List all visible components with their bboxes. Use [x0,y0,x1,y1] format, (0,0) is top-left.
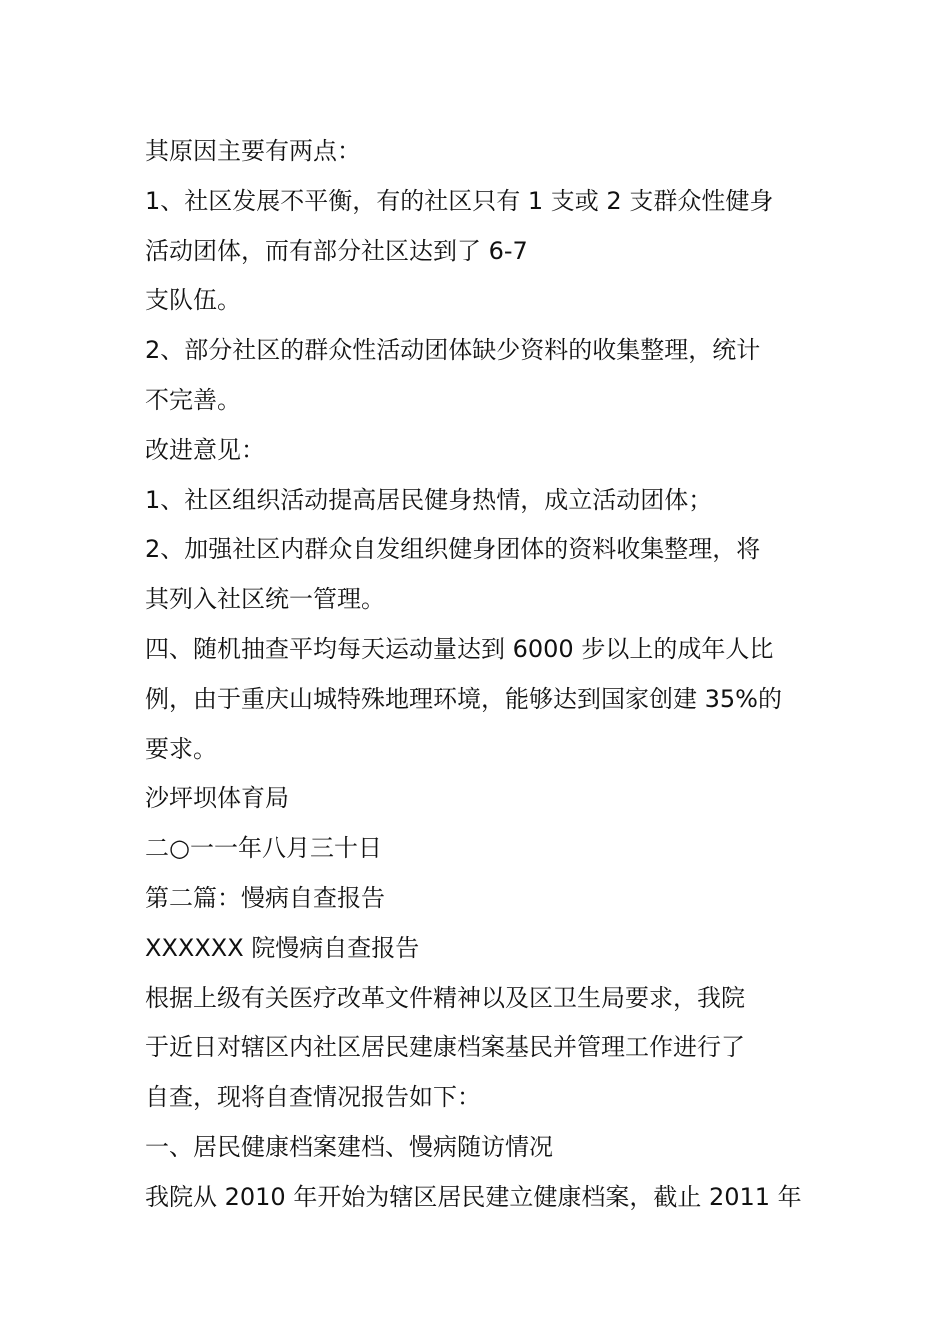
signature-date: 二○一一年八月三十日 [145,834,382,863]
text-line: 四、随机抽查平均每天运动量达到 6000 步以上的成年人比 [145,634,774,663]
text-line: 其原因主要有两点： [145,137,361,165]
text-line: 活动团体，而有部分社区达到了 6-7 [145,236,528,265]
text-line: 其列入社区统一管理。 [145,585,385,614]
text-line: 我院从 2010 年开始为辖区居民建立健康档案，截止 2011 年 [145,1182,802,1211]
document-body [145,127,810,1223]
signature-organization: 沙坪坝体育局 [145,784,289,813]
text-line: 于近日对辖区内社区居民建康档案基民并管理工作进行了 [145,1033,745,1062]
section-heading: 一、居民健康档案建档、慢病随访情况 [145,1132,553,1161]
text-line: 根据上级有关医疗改革文件精神以及区卫生局要求，我院 [145,983,745,1012]
text-line: 要求。 [145,734,217,763]
text-line: 例，由于重庆山城特殊地理环境，能够达到国家创建 35%的 [145,684,782,713]
text-line: 自查，现将自查情况报告如下： [145,1083,481,1112]
text-line: 2、加强社区内群众自发组织健身团体的资料收集整理，将 [145,535,761,564]
chapter-title: 第二篇：慢病自查报告 [145,883,385,912]
report-title: XXXXXX 院慢病自查报告 [145,933,420,962]
text-line: 2、部分社区的群众性活动团体缺少资料的收集整理，统计 [145,336,761,365]
text-line: 1、社区组织活动提高居民健身热情，成立活动团体； [145,485,713,514]
text-line: 支队伍。 [145,286,241,315]
section-heading: 改进意见： [145,435,265,464]
text-line: 1、社区发展不平衡，有的社区只有 1 支或 2 支群众性健身 [145,186,774,215]
text-line: 不完善。 [145,385,241,414]
